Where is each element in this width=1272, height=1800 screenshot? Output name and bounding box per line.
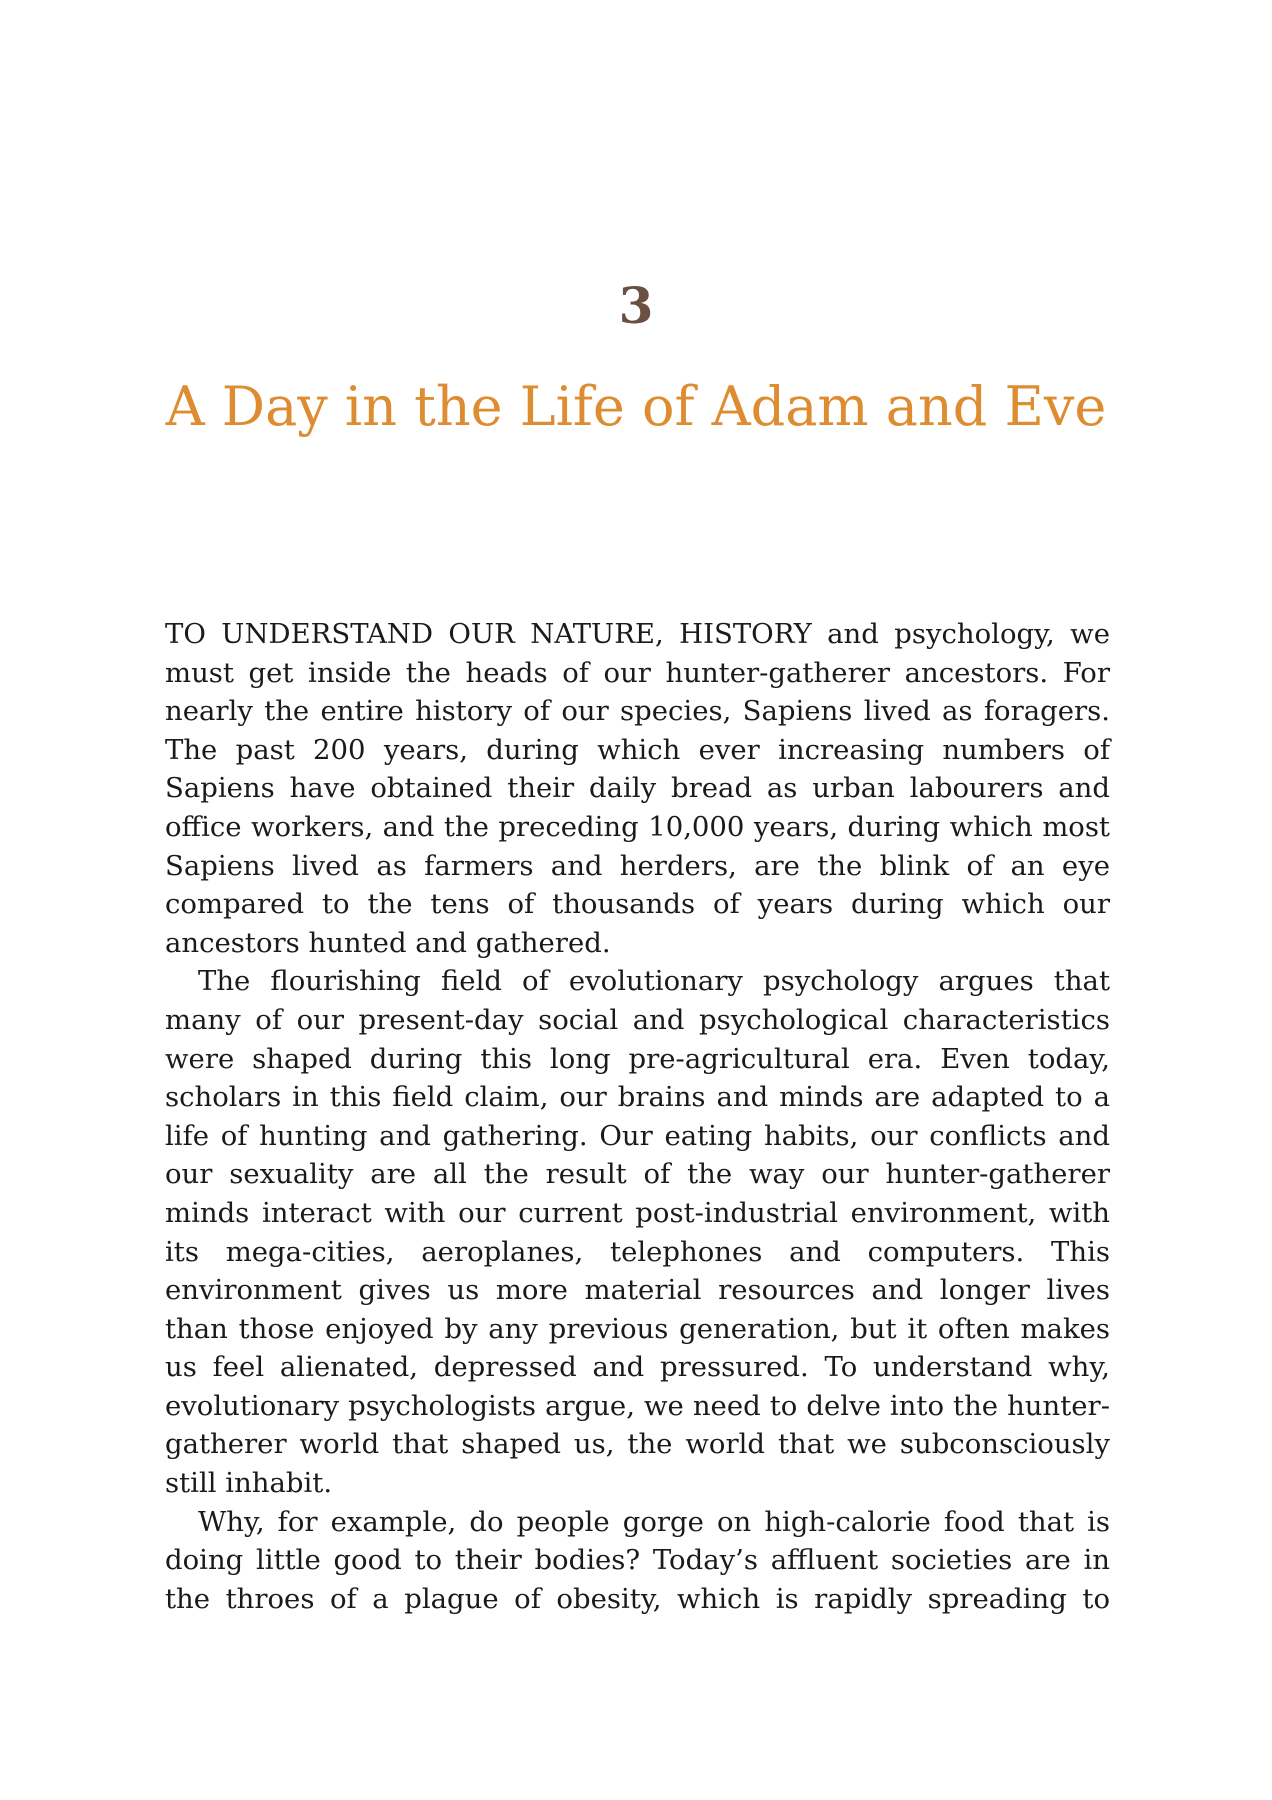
chapter-title: A Day in the Life of Adam and Eve	[165, 375, 1107, 438]
paragraph: Why, for example, do people gorge on high-calorie food that is doing little good to their bodies? Today’s affluent societies are in the throes of a plague of obesity, which is rapidly spreading to	[165, 1505, 1110, 1615]
chapter-number: 3	[618, 276, 654, 335]
chapter-body	[165, 615, 1110, 1618]
paragraph-opening: TO UNDERSTAND OUR NATURE, HISTORY and psychology, we must get inside the heads of our hunter-gatherer ancestors. For nearly the entire history of our species, Sapiens lived as foragers. The past 200 years, during which ever increasing numbers of Sapiens have obtained their daily bread as urban labourers and office workers, and the preceding 10,000 years, during which most Sapiens lived as farmers and herders, are the blink of an eye compared to the tens of thousands of years during which our ancestors hunted and gathered.	[165, 618, 1110, 959]
paragraph: The flourishing field of evolutionary psychology argues that many of our present-day social and psychological characteristics were shaped during this long pre-agricultural era. Even today, scholars in this field claim, our brains and minds are adapted to a life of hunting and gathering. Our eating habits, our conflicts and our sexuality are all the result of the way our hunter-gatherer minds interact with our current post-industrial environment, with its mega-cities, aeroplanes, telephones and computers. This environment gives us more material resources and longer lives than those enjoyed by any previous generation, but it often makes us feel alienated, depressed and pressured. To understand why, evolutionary psychologists argue, we need to delve into the hunter-gatherer world that shaped us, the world that we subconsciously still inhabit.	[165, 965, 1110, 1500]
